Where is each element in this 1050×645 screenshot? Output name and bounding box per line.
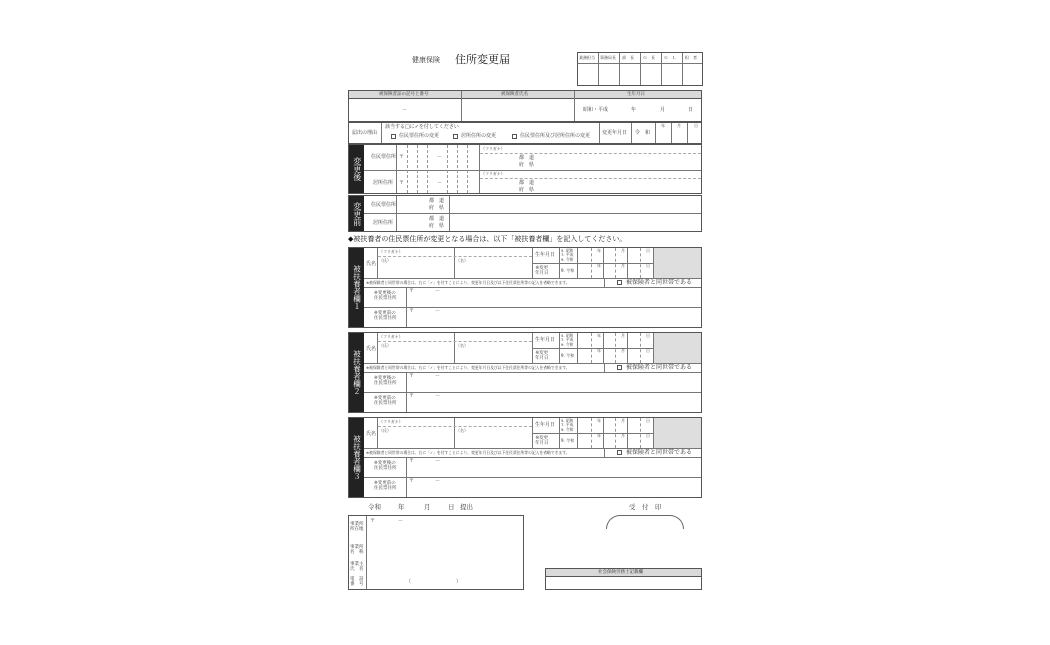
reason-label: 届出の理由 [352, 130, 378, 136]
dependent-birth-label-2: 生年月日 [535, 337, 556, 343]
stamp-table [577, 52, 703, 86]
birth-day: 日 [688, 107, 694, 113]
submit-label: 提出 [460, 503, 473, 511]
same-household-checkbox-3[interactable] [617, 450, 622, 455]
stamp-label-5: Ｇ Ｌ [664, 55, 676, 60]
dependent-name-label-2: 氏名 [366, 346, 377, 352]
dependent-after-address-label-1: ※変更後の 住民票住所 [374, 291, 397, 302]
birth-year: 年 [631, 107, 637, 113]
dependent-change-era-2: 9. 令和 [561, 353, 575, 358]
dependent-birth-day-1: 日 [646, 248, 650, 253]
submit-day: 日 [448, 503, 455, 511]
birth-era: 昭和・平成 [583, 107, 609, 113]
dependent-after-dash-1: － [435, 288, 441, 294]
after-pref-2a: 都 道 [519, 180, 535, 186]
dependent-birth-eras-2: 5. 昭和 7. 平成 9. 令和 [561, 333, 574, 347]
after-kyosho-label: 居所住所 [373, 180, 394, 186]
after-postal-dash-2: － [437, 180, 443, 186]
employer-phone-paren: （ ） [406, 579, 462, 585]
dependent-furigana-3: （フリガナ） [379, 419, 403, 424]
dependent-after-address-label-2: ※変更後の 住民票住所 [374, 376, 397, 387]
dependent-mei-3: （名） [456, 428, 468, 433]
same-household-label-2: 被保険者と同世帯である [626, 364, 693, 371]
dependent-birth-day-2: 日 [646, 333, 650, 338]
dependent-birth-year-1: 年 [597, 248, 601, 253]
employer-owner-label: 事業主 氏 名 [350, 562, 364, 573]
dependent-note: ◆被扶養者の住民票住所が変更となる場合は、以下「被扶養者欄」を記入してください。 [348, 235, 627, 243]
dependent-birth-eras-3: 5. 昭和 7. 平成 9. 令和 [561, 418, 574, 432]
after-postal-mark-1: 〒 [399, 154, 405, 160]
change-date-day: 日 [694, 123, 698, 128]
reason-instruction: 該当する□に✓を付してください [385, 124, 459, 130]
same-household-label-3: 被保険者と同世帯である [626, 449, 693, 456]
employer-name-label: 事業所 名 称 [350, 545, 364, 556]
after-furigana-1: （フリガナ） [481, 146, 505, 151]
dependent-block-1: 被扶養者欄１ [349, 248, 364, 327]
employer-address-label: 事業所 所在地 [350, 522, 364, 533]
dependent-before-address-label-2: ※変更前の 住民票住所 [374, 396, 397, 407]
dependent-birth-month-3: 月 [621, 418, 625, 423]
dependent-note-3: ※被保険者と同世帯の場合は、右に「✓」を付すことにより、変更年月日及び以下住民票住所等の記入を省略できます。 [366, 450, 570, 455]
dependent-sei-2: （氏） [379, 343, 391, 348]
employer-box [348, 515, 524, 590]
dependent-before-address-label-3: ※変更前の 住民票住所 [374, 481, 397, 492]
sharoushi-box [545, 568, 702, 590]
after-pref-1a: 都 道 [519, 155, 535, 161]
change-date-label: 変更年月日 [602, 130, 628, 136]
page-title: 住所変更届 [455, 53, 510, 66]
dependent-sei-3: （氏） [379, 428, 391, 433]
dependent-name-label-3: 氏名 [366, 431, 377, 437]
reason-checkbox-3[interactable] [512, 134, 517, 139]
dependent-change-day-2: 日 [646, 348, 650, 353]
insured-table [348, 90, 702, 122]
before-section [348, 195, 702, 232]
employer-postal-dash: － [398, 518, 404, 524]
dependent-after-postal-3: 〒 [409, 458, 415, 464]
dependent-section-3 [348, 417, 702, 498]
dependent-block-2: 被扶養者欄２ [349, 333, 364, 412]
after-postal-dash-1: － [437, 154, 443, 160]
after-postal-mark-2: 〒 [399, 180, 405, 186]
submit-year: 年 [398, 503, 405, 511]
dependent-change-month-1: 月 [621, 263, 625, 268]
dependent-before-dash-3: － [435, 478, 441, 484]
change-date-month: 月 [677, 123, 681, 128]
dependent-after-dash-3: － [435, 458, 441, 464]
dependent-mei-1: （名） [456, 258, 468, 263]
dependent-change-date-label-1: ※変更 年月日 [535, 266, 549, 277]
dependent-change-month-3: 月 [621, 433, 625, 438]
same-household-checkbox-1[interactable] [617, 280, 622, 285]
dependent-before-dash-2: － [435, 393, 441, 399]
reception-label: 受 付 印 [629, 503, 662, 511]
card-number-label: 被保険者証の記号と番号 [379, 92, 429, 97]
dependent-after-dash-2: － [435, 373, 441, 379]
dependent-change-year-3: 年 [597, 433, 601, 438]
stamp-label-4: Ｇ 長 [643, 55, 655, 60]
after-section [348, 144, 702, 194]
change-date-year: 年 [661, 123, 665, 128]
change-date-era: 令 和 [635, 130, 651, 136]
dependent-block-3: 被扶養者欄３ [349, 418, 364, 497]
dependent-mei-2: （名） [456, 343, 468, 348]
dependent-birth-year-3: 年 [597, 418, 601, 423]
after-pref-1b: 府 県 [519, 162, 535, 168]
birth-date-label: 生年月日 [627, 92, 645, 97]
dependent-note-2: ※被保険者と同世帯の場合は、右に「✓」を付すことにより、変更年月日及び以下住民票住所等の記入を省略できます。 [366, 365, 570, 370]
dependent-birth-eras-1: 5. 昭和 7. 平成 9. 令和 [561, 248, 574, 262]
dependent-furigana-2: （フリガナ） [379, 334, 403, 339]
dependent-birth-month-2: 月 [621, 333, 625, 338]
dependent-change-date-label-3: ※変更 年月日 [535, 436, 549, 447]
stamp-label-2: 事務局長 [600, 55, 616, 60]
dependent-change-era-1: 9. 令和 [561, 268, 575, 273]
reason-checkbox-1[interactable] [391, 134, 396, 139]
dependent-before-postal-1: 〒 [409, 308, 415, 314]
dependent-birth-day-3: 日 [646, 418, 650, 423]
before-juminhyo-label: 住民票住所 [371, 202, 397, 208]
before-pref-1a: 都 道 [429, 198, 445, 204]
after-juminhyo-label: 住民票住所 [371, 154, 397, 160]
before-pref-2a: 都 道 [429, 216, 445, 222]
after-pref-2b: 府 県 [519, 187, 535, 193]
employer-postal-mark: 〒 [370, 518, 376, 524]
dependent-birth-year-2: 年 [597, 333, 601, 338]
reason-checkbox-2[interactable] [453, 134, 458, 139]
reason-option-2: 居所住所の変更 [461, 133, 497, 139]
same-household-label-1: 被保険者と同世帯である [626, 279, 693, 286]
after-block: 変更後 [349, 145, 364, 193]
after-furigana-2: （フリガナ） [481, 171, 505, 176]
sharoushi-label: 社会保険労務士記載欄 [598, 570, 643, 575]
same-household-checkbox-2[interactable] [617, 365, 622, 370]
dependent-before-postal-3: 〒 [409, 478, 415, 484]
dependent-furigana-1: （フリガナ） [379, 249, 403, 254]
dependent-after-postal-2: 〒 [409, 373, 415, 379]
dependent-birth-label-1: 生年月日 [535, 252, 556, 258]
dependent-before-address-label-1: ※変更前の 住民票住所 [374, 311, 397, 322]
dependent-note-1: ※被保険者と同世帯の場合は、右に「✓」を付すことにより、変更年月日及び以下住民票住所等の記入を省略できます。 [366, 280, 570, 285]
reason-row [348, 122, 702, 144]
before-kyosho-label: 居所住所 [373, 220, 394, 226]
submit-era: 令和 [368, 503, 381, 511]
before-pref-1b: 府 県 [429, 205, 445, 211]
dependent-after-postal-1: 〒 [409, 288, 415, 294]
dependent-section-2 [348, 332, 702, 413]
card-number-dash: － [402, 107, 408, 113]
before-pref-2b: 府 県 [429, 223, 445, 229]
employer-phone-label: 電 話 番 号 [350, 577, 364, 588]
before-block: 変更前 [349, 196, 364, 231]
dependent-before-postal-2: 〒 [409, 393, 415, 399]
dependent-change-date-label-2: ※変更 年月日 [535, 351, 549, 362]
dependent-birth-label-3: 生年月日 [535, 422, 556, 428]
dependent-change-era-3: 9. 令和 [561, 438, 575, 443]
dependent-before-dash-1: － [435, 308, 441, 314]
stamp-label-3: 部 長 [622, 55, 634, 60]
dependent-after-address-label-3: ※変更後の 住民票住所 [374, 461, 397, 472]
birth-month: 月 [660, 107, 666, 113]
dependent-name-label-1: 氏名 [366, 261, 377, 267]
submit-month: 月 [424, 503, 431, 511]
title-small: 健康保険 [412, 56, 440, 64]
insured-name-label: 被保険者氏名 [501, 92, 528, 97]
dependent-change-year-1: 年 [597, 263, 601, 268]
dependent-change-year-2: 年 [597, 348, 601, 353]
dependent-change-day-1: 日 [646, 263, 650, 268]
dependent-change-month-2: 月 [621, 348, 625, 353]
dependent-birth-month-1: 月 [621, 248, 625, 253]
reason-option-3: 住民票住所及び居所住所の変更 [520, 133, 591, 139]
stamp-label-6: 担 者 [685, 55, 697, 60]
reception-stamp-area [606, 515, 684, 529]
dependent-section-1 [348, 247, 702, 328]
stamp-label-1: 業務担当 [579, 55, 595, 60]
dependent-sei-1: （氏） [379, 258, 391, 263]
reason-option-1: 住民票住所の変更 [399, 133, 440, 139]
dependent-change-day-3: 日 [646, 433, 650, 438]
